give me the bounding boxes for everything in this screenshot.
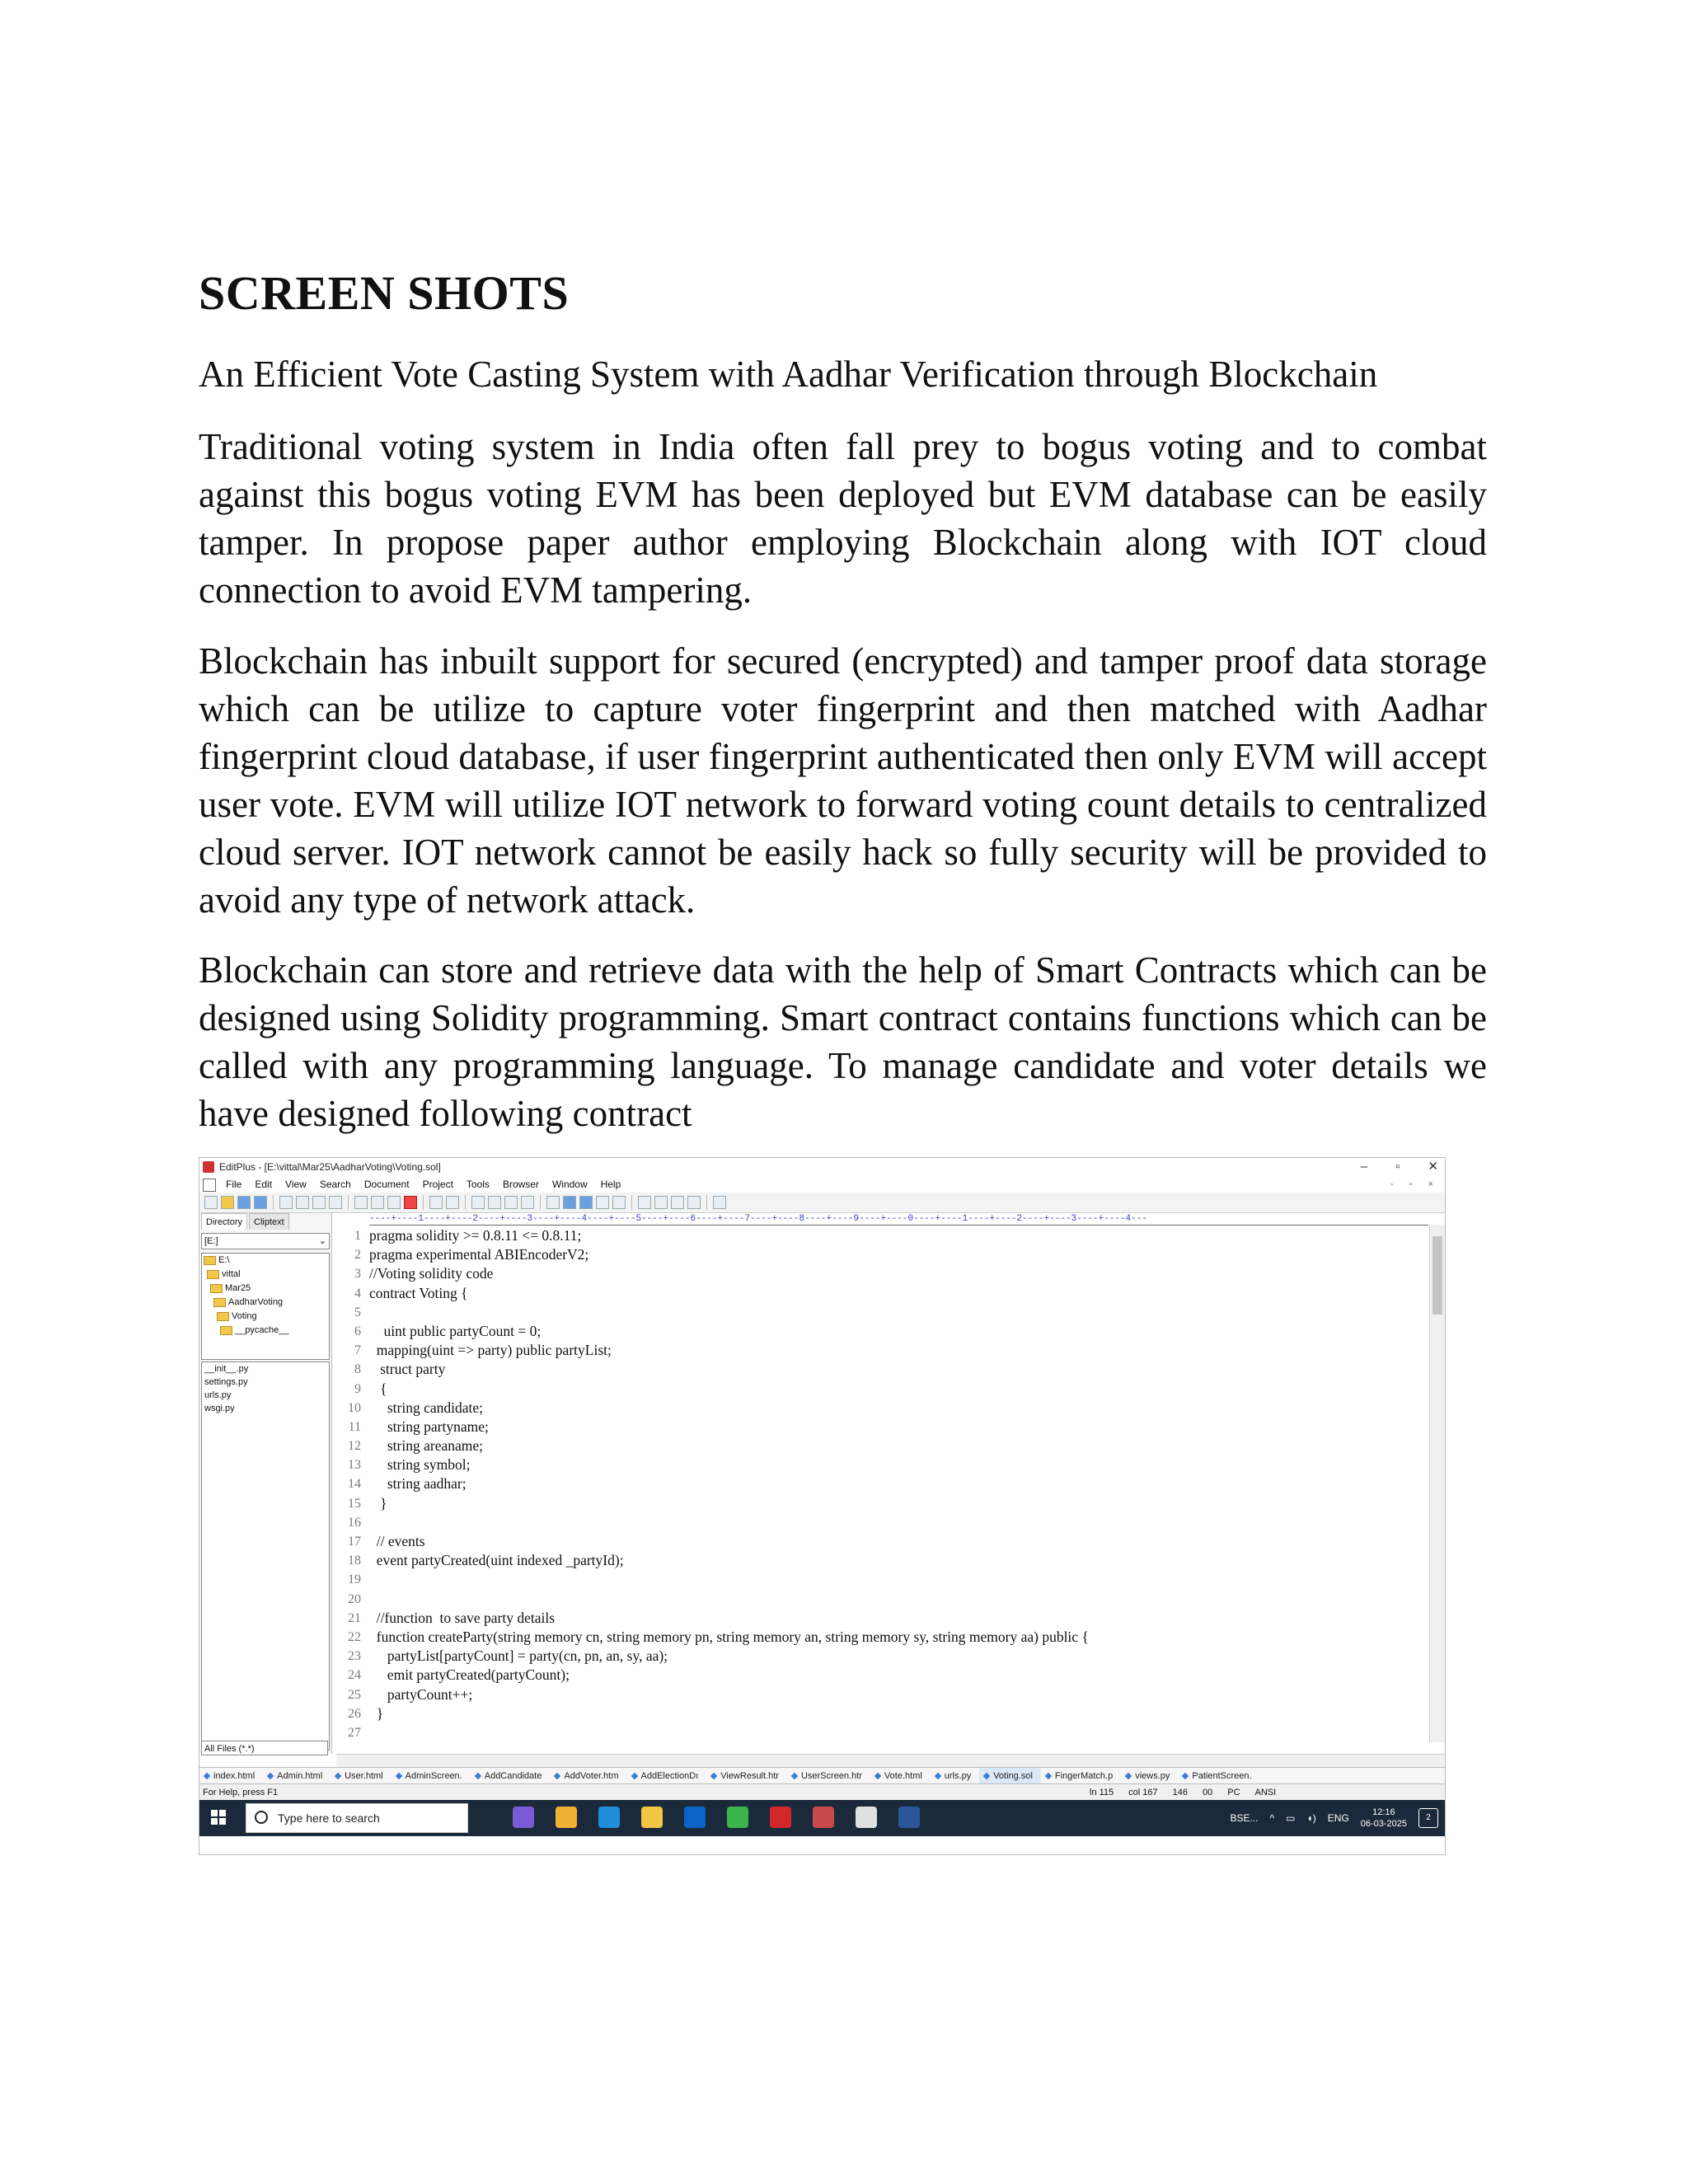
toolbar-separator <box>631 1195 632 1210</box>
menu-document[interactable]: Document <box>363 1179 410 1190</box>
tree-node-label: __pycache__ <box>235 1325 289 1335</box>
toolbar-separator <box>348 1195 349 1210</box>
acrobat-icon[interactable] <box>770 1807 791 1828</box>
file-list-item[interactable]: __init__.py <box>204 1364 249 1374</box>
code-line[interactable] <box>336 1532 1428 1551</box>
toolbar <box>199 1193 1446 1213</box>
code-text: partyCount++; <box>369 1685 473 1703</box>
line-number: 14 <box>348 1477 361 1492</box>
file-tab[interactable] <box>787 1768 870 1784</box>
outlook-icon[interactable] <box>684 1807 706 1828</box>
volume-icon[interactable]: ◖) <box>1306 1812 1316 1824</box>
code-lines <box>336 1226 1428 1742</box>
toolbar-separator <box>465 1195 466 1210</box>
search-placeholder: Type here to search <box>278 1811 380 1825</box>
code-line[interactable] <box>336 1628 1428 1647</box>
file-tab-label: urls.py <box>944 1771 972 1781</box>
line-number: 4 <box>354 1286 361 1301</box>
font-icon[interactable] <box>546 1196 560 1209</box>
scrollbar-thumb[interactable] <box>1432 1236 1442 1315</box>
file-tab[interactable] <box>392 1768 471 1784</box>
restore-button[interactable]: ▫ <box>1395 1160 1400 1174</box>
file-tab-label: Vote.html <box>884 1771 922 1781</box>
line-number: 18 <box>348 1554 361 1568</box>
ruler-icon[interactable] <box>596 1196 609 1209</box>
line-number: 17 <box>348 1535 361 1549</box>
code-line[interactable] <box>336 1570 1428 1589</box>
document-icon <box>203 1179 216 1192</box>
code-text: { <box>369 1380 387 1397</box>
line-number: 8 <box>354 1362 361 1377</box>
help-icon[interactable] <box>713 1196 726 1209</box>
tree-node-vittal[interactable] <box>202 1268 329 1282</box>
search-icon <box>255 1811 268 1824</box>
line-number: 11 <box>348 1419 361 1434</box>
status-line: ln 115 <box>1090 1788 1114 1797</box>
file-tab[interactable] <box>1121 1768 1178 1784</box>
line-number: 1 <box>354 1229 361 1243</box>
file-list-item[interactable]: urls.py <box>204 1390 232 1400</box>
code-line[interactable] <box>336 1341 1428 1360</box>
chevron-down-icon: ⌄ <box>318 1236 326 1246</box>
code-text: emit partyCreated(partyCount); <box>369 1666 570 1684</box>
drive-select-value: [E:] <box>204 1236 218 1246</box>
line-number: 23 <box>348 1649 361 1664</box>
code-text: string aadhar; <box>369 1475 467 1493</box>
code-text: function createParty(string memory cn, string memory pn, string memory an, string memory sy, string memory aa) public { <box>369 1628 1089 1645</box>
minimize-button[interactable]: – <box>1360 1160 1368 1174</box>
window-titlebar <box>199 1158 1445 1176</box>
line-number: 12 <box>348 1439 361 1454</box>
status-length: 146 <box>1172 1788 1188 1797</box>
code-line[interactable] <box>336 1551 1428 1570</box>
code-text: string candidate; <box>369 1399 484 1416</box>
file-tab-label: AddVoter.htm <box>564 1771 619 1781</box>
file-tab-icon <box>204 1773 210 1779</box>
settings-icon[interactable] <box>612 1196 626 1209</box>
code-text: //function to save party details <box>369 1609 556 1626</box>
code-line[interactable] <box>336 1590 1428 1609</box>
code-text: //Voting solidity code <box>369 1265 494 1282</box>
directory-sidebar <box>199 1213 332 1754</box>
code-line[interactable] <box>336 1494 1428 1513</box>
paste-icon[interactable] <box>387 1196 401 1209</box>
delete-icon[interactable] <box>404 1196 417 1209</box>
code-line[interactable] <box>336 1399 1428 1418</box>
tree-node-label: vittal <box>222 1269 241 1279</box>
tree-node-voting[interactable] <box>202 1310 329 1324</box>
taskbar-search-input[interactable] <box>246 1803 468 1833</box>
file-tab-icon <box>395 1773 401 1779</box>
file-tab[interactable] <box>471 1768 551 1784</box>
status-bar <box>199 1783 1445 1801</box>
file-tab-icon <box>1125 1773 1132 1779</box>
copilot-icon[interactable] <box>513 1807 534 1828</box>
tree-node-label: E:\ <box>218 1255 230 1265</box>
file-filter-select[interactable] <box>201 1741 328 1755</box>
toolbar-separator <box>706 1195 707 1210</box>
replace-icon[interactable] <box>488 1196 501 1209</box>
cut-icon[interactable] <box>354 1196 368 1209</box>
folder-open-icon <box>207 1270 219 1279</box>
file-tab[interactable] <box>331 1768 391 1784</box>
file-tab-icon <box>983 1773 990 1779</box>
code-line[interactable] <box>336 1513 1428 1532</box>
copy-icon[interactable] <box>371 1196 384 1209</box>
code-text: mapping(uint => party) public partyList; <box>369 1342 612 1359</box>
code-line[interactable] <box>336 1609 1428 1628</box>
file-list <box>201 1361 330 1750</box>
file-tab-icon <box>710 1773 717 1779</box>
chevron-up-icon[interactable]: ^ <box>1269 1812 1275 1824</box>
line-number-icon[interactable] <box>579 1196 593 1209</box>
code-line[interactable] <box>336 1380 1428 1399</box>
file-tab[interactable] <box>199 1768 263 1784</box>
file-tab-label: Admin.html <box>277 1771 323 1781</box>
code-text: event partyCreated(uint indexed _partyId); <box>369 1552 624 1569</box>
folder-tree <box>201 1253 330 1360</box>
undo-icon[interactable] <box>429 1196 443 1209</box>
word-icon[interactable] <box>898 1807 920 1828</box>
line-number: 2 <box>354 1248 361 1263</box>
window-list-icon[interactable] <box>671 1196 684 1209</box>
code-text: } <box>369 1494 387 1511</box>
save-icon[interactable] <box>237 1196 251 1209</box>
line-number: 22 <box>348 1629 361 1644</box>
file-explorer-icon[interactable] <box>641 1807 663 1828</box>
file-tab-icon <box>554 1773 560 1779</box>
code-text: struct party <box>369 1361 446 1378</box>
window-cascade-icon[interactable] <box>654 1196 668 1209</box>
status-line-ending: PC <box>1227 1788 1240 1797</box>
file-tab[interactable] <box>627 1768 707 1784</box>
window-arrange-icon[interactable] <box>687 1196 701 1209</box>
file-tab-icon <box>631 1773 637 1779</box>
find-in-files-icon[interactable] <box>504 1196 518 1209</box>
file-tab-icon <box>335 1773 341 1779</box>
status-code: 00 <box>1203 1788 1213 1797</box>
folder-open-icon <box>217 1312 229 1321</box>
redo-icon[interactable] <box>446 1196 459 1209</box>
line-number: 7 <box>354 1343 361 1358</box>
editplus-app-icon <box>203 1161 214 1173</box>
file-tab-label: index.html <box>213 1771 256 1781</box>
file-tab-label: UserScreen.htr <box>800 1771 862 1781</box>
tree-node-pycache[interactable] <box>202 1324 329 1338</box>
file-filter-value: All Files (*.*) <box>204 1744 255 1754</box>
status-column: col 167 <box>1128 1788 1158 1797</box>
menu-file[interactable]: File <box>226 1179 242 1190</box>
close-button[interactable]: ✕ <box>1428 1160 1438 1174</box>
language-indicator[interactable]: ENG <box>1327 1812 1349 1824</box>
code-line[interactable] <box>336 1245 1428 1264</box>
notepad-icon[interactable] <box>856 1807 877 1828</box>
file-tab-label: AddElectionDı <box>640 1771 699 1781</box>
menu-tools[interactable]: Tools <box>466 1179 490 1190</box>
tree-node-label: AadharVoting <box>228 1297 284 1307</box>
notification-icon[interactable]: 2 <box>1418 1808 1438 1828</box>
menu-search[interactable]: Search <box>319 1179 351 1190</box>
word-wrap-icon[interactable] <box>563 1196 576 1209</box>
line-number: 10 <box>348 1400 361 1415</box>
spell-check-icon[interactable] <box>312 1196 326 1209</box>
column-ruler: ----+----1----+----2----+----3----+----4----+----5----+----6----+----7----+----8----+----9----+----0----+----1----+----2----+----3----+----4--- <box>369 1213 1428 1226</box>
line-number: 5 <box>354 1305 361 1319</box>
stock-widget[interactable]: BSE... <box>1230 1812 1259 1824</box>
code-text: // events <box>369 1533 425 1549</box>
document-subtitle: An Efficient Vote Casting System with Aadhar Verification through Blockchain <box>199 354 1378 395</box>
line-number: 24 <box>348 1668 361 1683</box>
file-tab[interactable] <box>550 1768 626 1784</box>
editplus-screenshot <box>199 1157 1446 1855</box>
save-all-icon[interactable] <box>254 1196 267 1209</box>
folder-open-icon <box>204 1256 216 1265</box>
code-text: string areaname; <box>369 1437 484 1455</box>
line-number: 9 <box>354 1381 361 1396</box>
clock-date: 06-03-2025 <box>1360 1819 1407 1829</box>
mdi-window-buttons[interactable]: - ▫ × <box>1390 1179 1440 1189</box>
tree-node-aadharvoting[interactable] <box>202 1296 329 1310</box>
code-text: partyList[partyCount] = party(cn, pn, an, sy, aa); <box>369 1647 668 1665</box>
chrome-icon[interactable] <box>727 1807 748 1828</box>
line-number: 25 <box>348 1687 361 1702</box>
file-tab-icon <box>474 1773 481 1779</box>
system-tray <box>1230 1800 1438 1836</box>
code-editor[interactable] <box>336 1213 1445 1754</box>
menu-project[interactable]: Project <box>422 1179 453 1190</box>
print-icon[interactable] <box>296 1196 309 1209</box>
clock[interactable] <box>1361 1807 1407 1830</box>
clipboard-icon[interactable] <box>329 1196 342 1209</box>
code-line[interactable] <box>336 1436 1428 1455</box>
file-tab[interactable] <box>263 1768 331 1784</box>
code-text: uint public partyCount = 0; <box>369 1322 542 1339</box>
toolbar-separator <box>423 1195 424 1210</box>
status-encoding: ANSI <box>1254 1788 1277 1797</box>
file-tab-icon <box>791 1773 798 1779</box>
code-line[interactable] <box>336 1322 1428 1341</box>
folder-open-icon <box>210 1284 223 1293</box>
code-line[interactable] <box>336 1647 1428 1666</box>
page-heading: SCREEN SHOTS <box>199 266 570 320</box>
file-tabs-bar <box>199 1767 1445 1784</box>
line-number: 16 <box>348 1515 361 1530</box>
goto-icon[interactable] <box>521 1196 534 1209</box>
code-text: string partyname; <box>369 1418 489 1435</box>
open-folder-icon[interactable] <box>221 1196 234 1209</box>
toolbar-separator <box>273 1195 274 1210</box>
code-line[interactable] <box>336 1360 1428 1379</box>
tab-cliptext[interactable]: Cliptext <box>249 1213 289 1230</box>
line-number: 19 <box>348 1572 361 1587</box>
drive-select[interactable] <box>201 1233 330 1249</box>
file-list-item[interactable]: wsgi.py <box>204 1404 235 1413</box>
file-tab-label: FingerMatch.p <box>1054 1771 1114 1781</box>
code-text: pragma solidity >= 0.8.11 <= 0.8.11; <box>369 1227 582 1244</box>
line-number: 21 <box>348 1610 361 1625</box>
code-line[interactable] <box>336 1264 1428 1283</box>
code-line[interactable] <box>336 1226 1428 1245</box>
line-number: 6 <box>354 1324 361 1338</box>
code-text: string symbol; <box>369 1456 471 1474</box>
file-tab[interactable] <box>870 1768 931 1784</box>
window-tile-icon[interactable] <box>638 1196 651 1209</box>
line-number: 27 <box>348 1725 361 1740</box>
code-line[interactable] <box>336 1303 1428 1322</box>
menu-bar <box>199 1176 1445 1193</box>
file-list-item[interactable]: settings.py <box>204 1377 248 1387</box>
code-line[interactable] <box>336 1474 1428 1493</box>
file-tab-icon <box>874 1773 881 1779</box>
line-number: 20 <box>348 1591 361 1606</box>
clock-time: 12:16 <box>1372 1807 1395 1817</box>
file-tab[interactable] <box>706 1768 787 1784</box>
menu-help[interactable]: Help <box>600 1179 621 1190</box>
file-tab-label: AdminScreen. <box>405 1771 462 1781</box>
vertical-scrollbar[interactable] <box>1429 1225 1445 1742</box>
tab-directory[interactable]: Directory <box>201 1213 247 1230</box>
toolbar-separator <box>540 1195 541 1210</box>
file-tab[interactable] <box>1178 1768 1259 1784</box>
code-line[interactable] <box>336 1455 1428 1474</box>
menu-view[interactable]: View <box>285 1179 307 1190</box>
line-number: 26 <box>348 1706 361 1721</box>
file-tab[interactable] <box>1041 1768 1121 1784</box>
file-tab[interactable] <box>979 1768 1041 1784</box>
code-line[interactable] <box>336 1284 1428 1303</box>
tree-node-label: Mar25 <box>225 1283 251 1293</box>
menu-edit[interactable]: Edit <box>255 1179 273 1190</box>
new-file-icon[interactable] <box>204 1196 218 1209</box>
code-line[interactable] <box>336 1418 1428 1436</box>
print-preview-icon[interactable] <box>279 1196 293 1209</box>
folder-open-icon <box>213 1298 226 1307</box>
file-tab-label: ViewResult.htr <box>720 1771 779 1781</box>
paragraph-intro: Traditional voting system in India often fall prey to bogus voting and to combat against this bogus voting EVM has been deployed but EVM database can be easily tamper. In propose paper author employing Blockchain along with IOT cloud connection to avoid EVM tampering. <box>199 426 1487 611</box>
store-icon[interactable] <box>556 1807 577 1828</box>
start-button[interactable] <box>211 1810 226 1825</box>
network-icon[interactable]: ▭ <box>1286 1812 1296 1824</box>
code-line[interactable] <box>336 1723 1428 1742</box>
paragraph-blockchain: Blockchain has inbuilt support for secured (encrypted) and tamper proof data storage which can be utilize to capture voter fingerprint and then matched with Aadhar fingerprint cloud database, if user fingerprint authenticated then only EVM will accept user vote. EVM will utilize IOT network to forward voting count details to centralized cloud server. IOT network cannot be easily hack so fully security will be provided to avoid any type of network attack. <box>199 640 1487 921</box>
status-help-text: For Help, press F1 <box>203 1788 279 1797</box>
window-title: EditPlus - [E:\vittal\Mar25\AadharVoting\Voting.sol] <box>219 1161 441 1173</box>
find-icon[interactable] <box>471 1196 485 1209</box>
code-text: } <box>369 1704 384 1722</box>
menu-browser[interactable]: Browser <box>502 1179 539 1190</box>
code-line[interactable] <box>336 1704 1428 1723</box>
windows-taskbar <box>199 1800 1445 1836</box>
file-tab-label: User.html <box>345 1771 383 1781</box>
code-line[interactable] <box>336 1685 1428 1704</box>
file-tab-icon <box>1045 1773 1052 1779</box>
file-tab-label: AddCandidate <box>484 1771 542 1781</box>
menu-window[interactable]: Window <box>551 1179 588 1190</box>
code-text: pragma experimental ABIEncoderV2; <box>369 1246 589 1263</box>
code-line[interactable] <box>336 1666 1428 1685</box>
file-tab-label: Voting.sol <box>993 1771 1033 1781</box>
file-tab[interactable] <box>931 1768 979 1784</box>
line-number: 15 <box>348 1496 361 1511</box>
line-number: 3 <box>354 1267 361 1282</box>
file-tab-label: views.py <box>1135 1771 1170 1781</box>
file-tab-icon <box>267 1773 274 1779</box>
tree-node-mar25[interactable] <box>202 1282 329 1296</box>
folder-icon <box>220 1326 232 1335</box>
tree-node-drive[interactable] <box>202 1254 329 1268</box>
editplus-taskbar-icon[interactable] <box>813 1807 834 1828</box>
file-tab-icon <box>935 1773 941 1779</box>
file-tab-label: PatientScreen. <box>1192 1771 1252 1781</box>
line-number: 13 <box>348 1458 361 1473</box>
file-tab-icon <box>1182 1773 1189 1779</box>
paragraph-smart-contracts: Blockchain can store and retrieve data with the help of Smart Contracts which can be designed using Solidity programming. Smart contract contains functions which can be called with any programming language. To manage candidate and voter details we have designed following contract <box>199 949 1487 1134</box>
tree-node-label: Voting <box>232 1311 257 1321</box>
horizontal-scrollbar[interactable] <box>336 1754 1445 1768</box>
code-text: contract Voting { <box>369 1284 468 1301</box>
edge-icon[interactable] <box>598 1807 620 1828</box>
